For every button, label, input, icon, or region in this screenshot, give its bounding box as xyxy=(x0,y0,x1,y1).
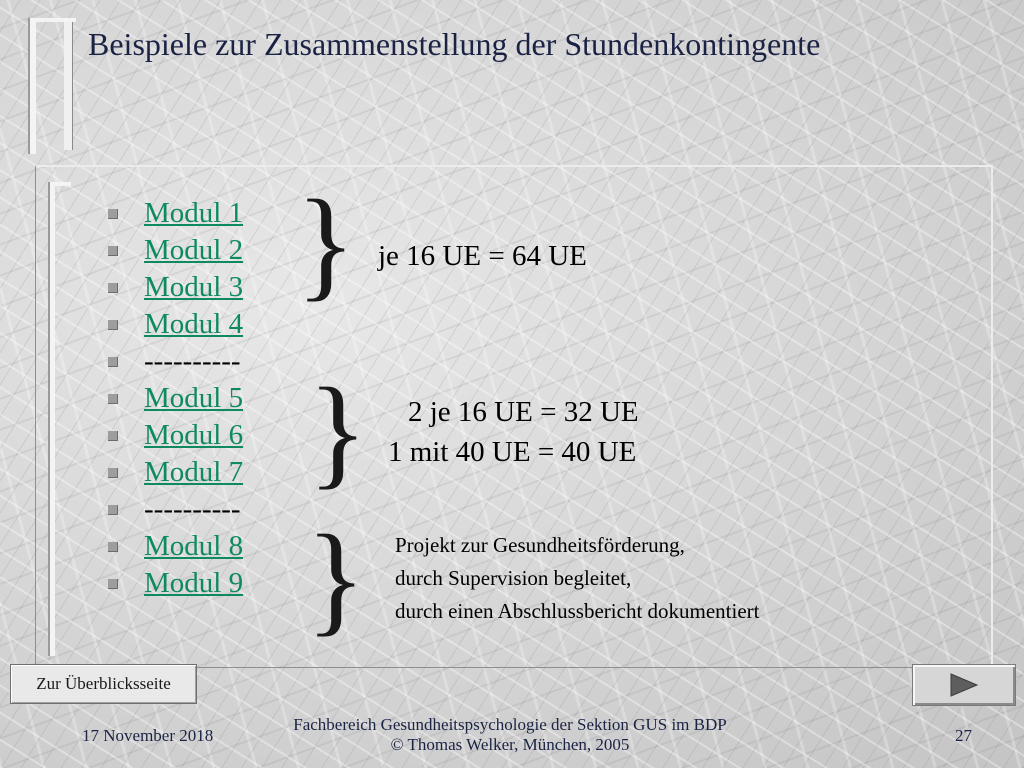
square-bullet-icon xyxy=(108,357,118,367)
footer-credit-line-1: Fachbereich Gesundheitspsychologie der Sektion GUS im BDP xyxy=(293,715,727,734)
list-item xyxy=(108,491,243,528)
square-bullet-icon xyxy=(108,394,118,404)
list-item xyxy=(108,306,243,343)
square-bullet-icon xyxy=(108,579,118,589)
module-4-link[interactable]: Modul 4 xyxy=(144,308,244,340)
title-frame-decoration xyxy=(30,18,76,154)
module-8-link[interactable]: Modul 8 xyxy=(144,530,244,562)
module-list xyxy=(108,195,243,602)
page-number: 27 xyxy=(955,726,972,745)
group-2-text-line-2: 1 mit 40 UE = 40 UE xyxy=(388,436,637,468)
square-bullet-icon xyxy=(108,246,118,256)
square-bullet-icon xyxy=(108,283,118,293)
square-bullet-icon xyxy=(108,468,118,478)
list-item xyxy=(108,454,243,491)
square-bullet-icon xyxy=(108,542,118,552)
module-2-link[interactable]: Modul 2 xyxy=(144,234,244,266)
module-7-link[interactable]: Modul 7 xyxy=(144,456,244,488)
footer-date: 17 November 2018 xyxy=(82,726,214,745)
footer-credit-line-2: © Thomas Welker, München, 2005 xyxy=(390,735,630,754)
list-item xyxy=(108,417,243,454)
list-item xyxy=(108,269,243,306)
group-1-brace: } xyxy=(296,175,356,312)
overview-page-button[interactable]: Zur Überblicksseite xyxy=(10,664,197,704)
module-6-link[interactable]: Modul 6 xyxy=(144,419,244,451)
group-2-text-line-1: 2 je 16 UE = 32 UE xyxy=(408,396,639,428)
list-item xyxy=(108,195,243,232)
separator-text: ---------- xyxy=(144,345,241,377)
square-bullet-icon xyxy=(108,505,118,515)
group-1-text: je 16 UE = 64 UE xyxy=(378,240,587,272)
square-bullet-icon xyxy=(108,320,118,330)
slide-title: Beispiele zur Zusammenstellung der Stundenkontingente xyxy=(88,26,821,62)
group-3-brace: } xyxy=(306,510,366,647)
group-2-brace: } xyxy=(308,363,368,500)
list-item xyxy=(108,232,243,269)
module-1-link[interactable]: Modul 1 xyxy=(144,197,244,229)
list-item xyxy=(108,565,243,602)
group-3-text-line-3: durch einen Abschlussbericht dokumentiert xyxy=(395,599,760,623)
separator-text: ---------- xyxy=(144,493,241,525)
square-bullet-icon xyxy=(108,209,118,219)
module-9-link[interactable]: Modul 9 xyxy=(144,567,244,599)
group-3-text-line-1: Projekt zur Gesundheitsförderung, xyxy=(395,533,685,557)
list-item xyxy=(108,343,243,380)
next-slide-button[interactable] xyxy=(912,664,1016,706)
arrow-right-icon xyxy=(947,672,981,698)
square-bullet-icon xyxy=(108,431,118,441)
list-item xyxy=(108,380,243,417)
module-5-link[interactable]: Modul 5 xyxy=(144,382,244,414)
group-3-text-line-2: durch Supervision begleitet, xyxy=(395,566,632,590)
list-item xyxy=(108,528,243,565)
module-3-link[interactable]: Modul 3 xyxy=(144,271,244,303)
content-frame-decoration xyxy=(50,182,71,656)
footer-credit xyxy=(240,715,780,755)
